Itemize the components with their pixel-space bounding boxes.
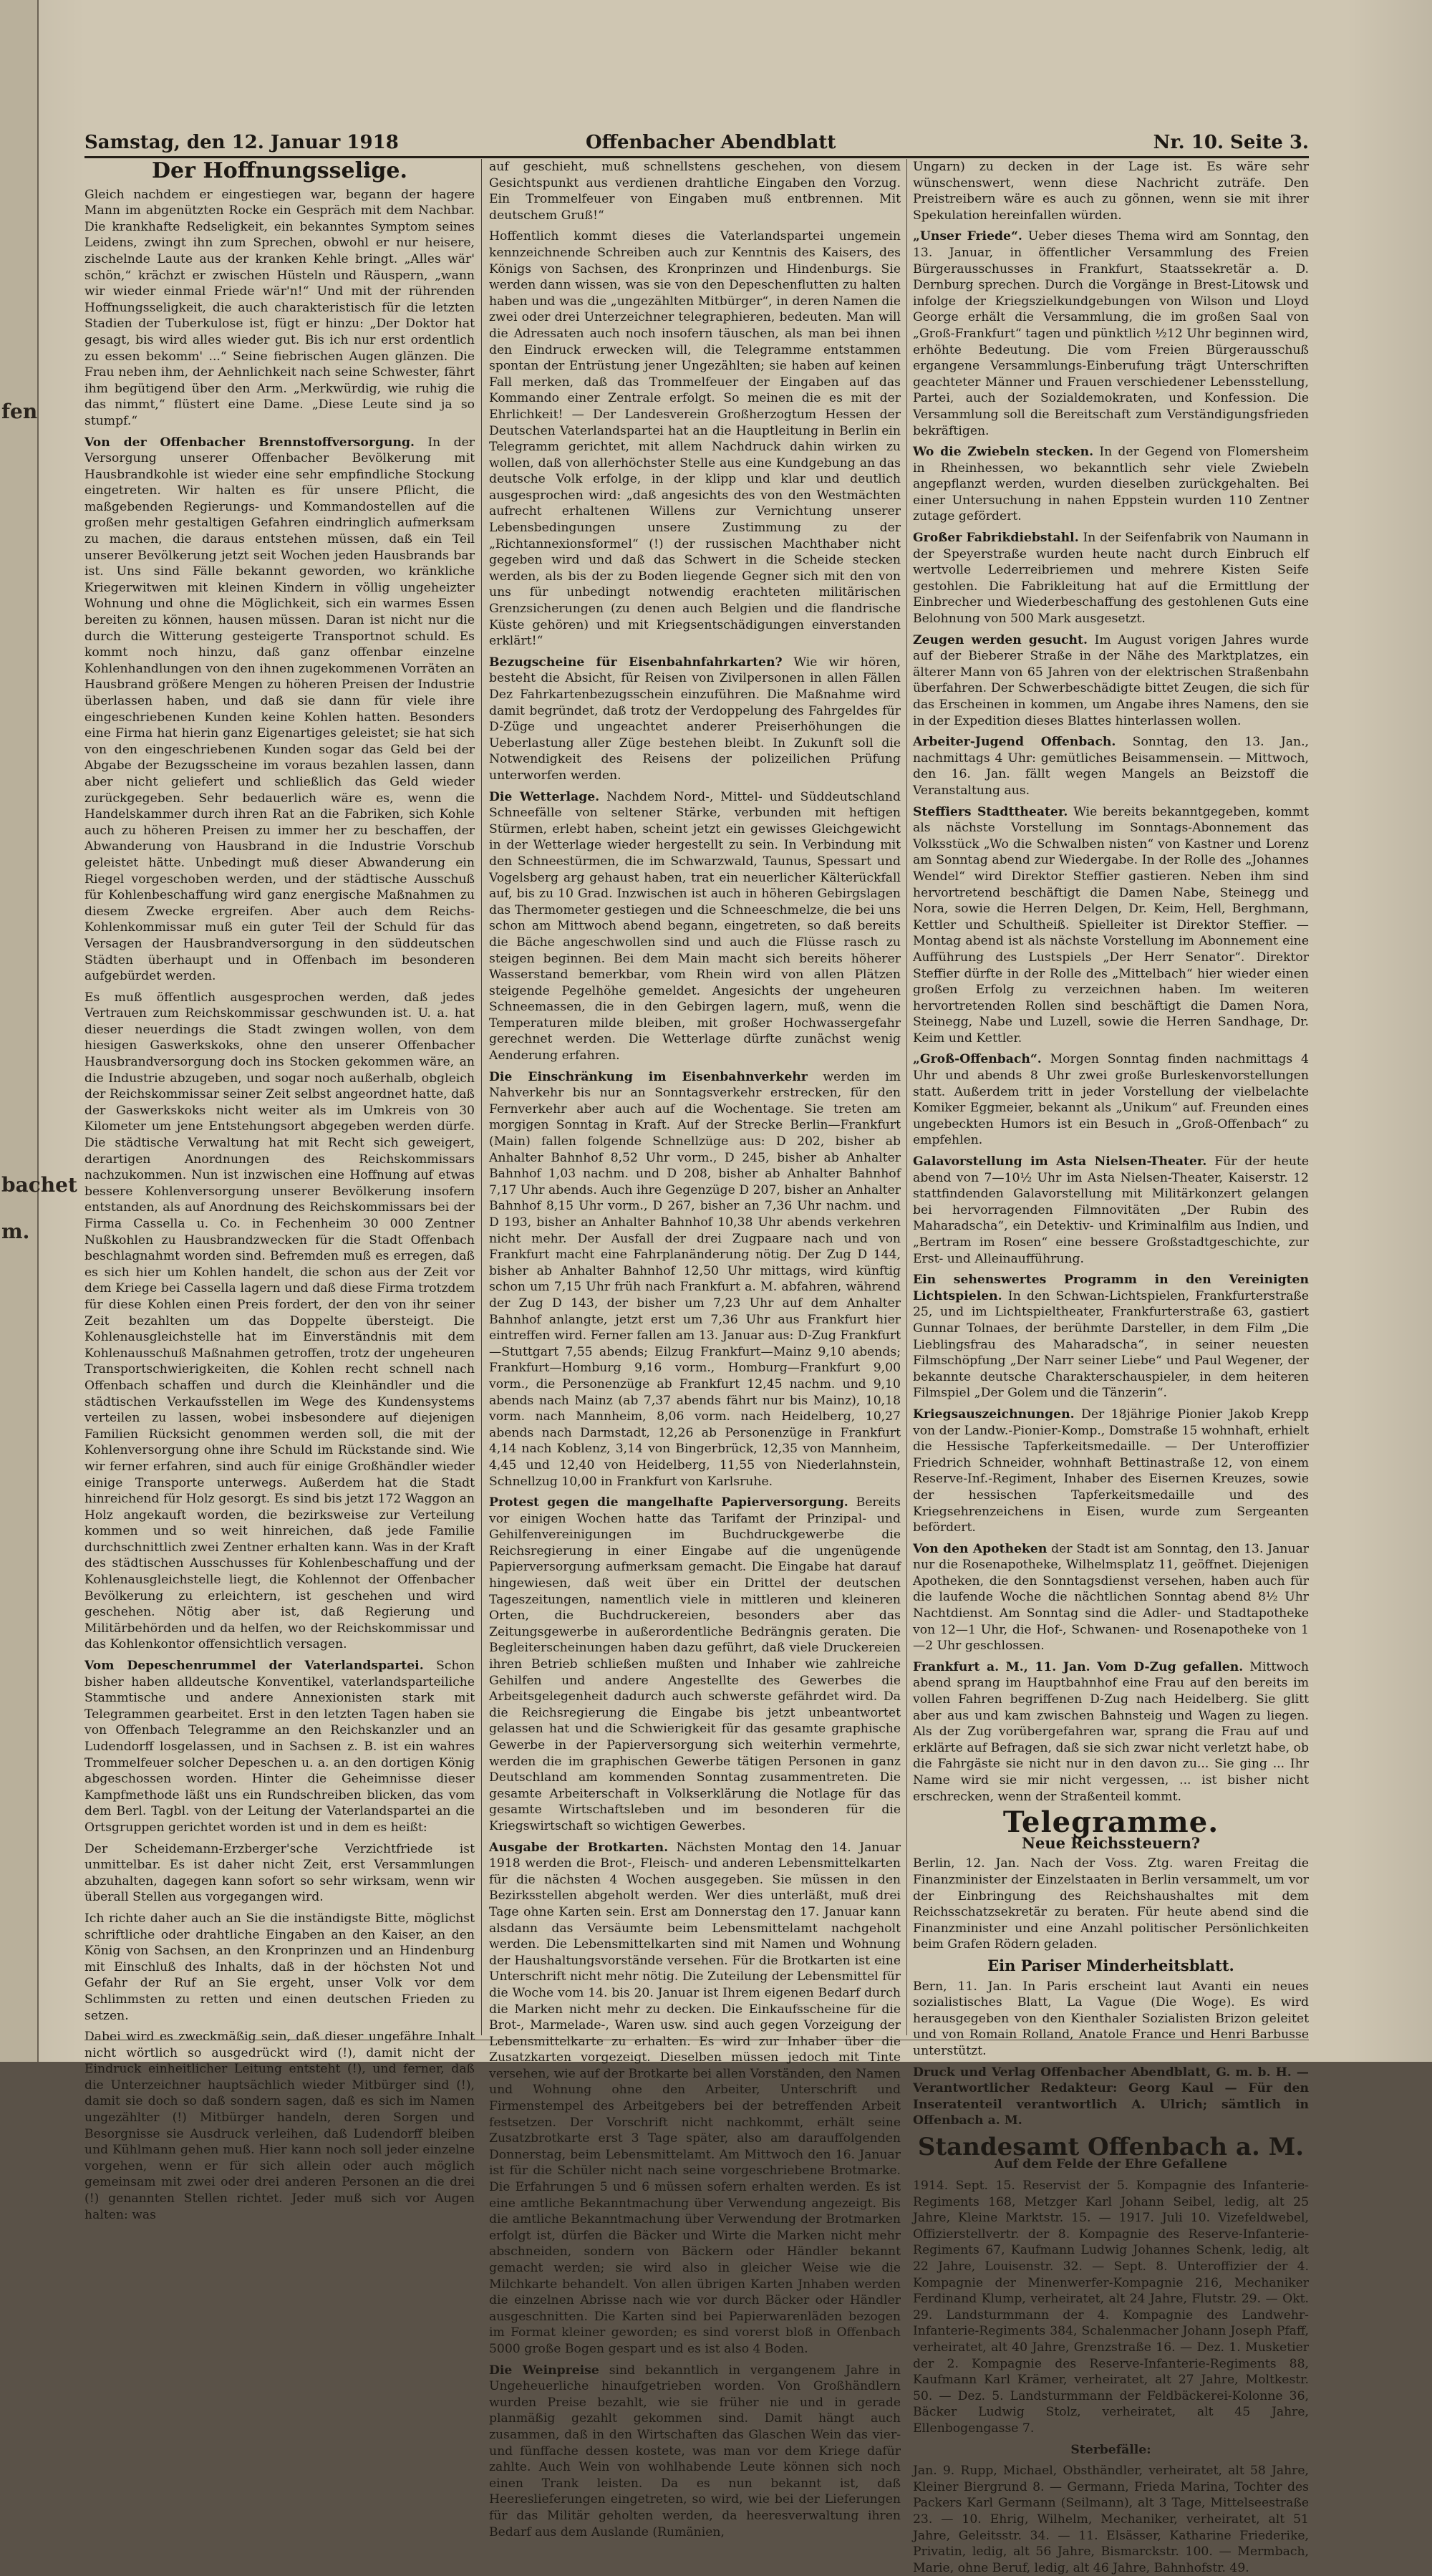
article-headline: Die Weinpreise	[489, 2363, 599, 2378]
standesamt-subtitle: Auf dem Felde der Ehre Gefallene	[994, 2157, 1228, 2172]
standesamt-entries: Jan. 9. Rupp, Michael, Obsthändler, verheiratet, alt 58 Jahre, Kleiner Biergrund 8. — Germann, Frieda Marina, Tochter des Packers Karl Germann (Seilmann), alt 3 Tage, Mittelseestraße 23. — 10. Ehrig, Wilhelm, Mechaniker, verheiratet, alt 51 Jahre, Geleitsstr. 34. — 11. Elsässer, Katharine Friederike, Privatin, ledig, alt 56 Jahre, Bismarckstr. 100. — Mermbach, Marie, ohne Beruf, ledig, alt 46 Jahre, Bahnhofstr. 49.	[913, 2464, 1309, 2575]
article-paragraph: Großer Fabrikdiebstahl. In der Seifenfabrik von Naumann in der Speyerstraße wurden heute nacht durch Einbruch elf wertvolle Lederreibriemen und mehrere Kisten Seife gestohlen. Die Fabrikleitung hat auf die Ermittlung der Einbrecher und Wiederbeschaffung des gestohlenen Guts eine Belohnung von 500 Mark ausgesetzt.	[913, 531, 1310, 627]
article-paragraph: Bezugscheine für Eisenbahnfahrkarten? Wie wir hören, besteht die Absicht, für Reisen von Zivilpersonen in allen Fällen Dez Fahrkartenbezugsschein einzuführen. Die Maßnahme wird damit begründet, daß trotz der Verdoppelung des Fahrgeldes für D-Züge und ungeachtet anderer Preiserhöhungen die Ueberlastung aller Züge bestehen bleibt. In Zukunft soll die Notwendigkeit des Reisens der polizeilichen Prüfung unterworfen werden.	[489, 655, 901, 783]
article-quote: Dabei wird es zweckmäßig sein, daß dieser ungefähre Inhalt nicht wörtlich so ausgedrückt wird (!), damit nicht der Eindruck einheitlicher Leitung entsteht (!), und ferner, daß die Unterzeichner hauptsächlich wieder Mitbürger sind (!), damit sie doch so daß sondern sagen, daß es sich im Namen ungezählter (!) Mitbürger handeln, deren Sorgen und Besorgnisse sie Ausdruck verleihen, daß Ludendorff bleiben und Kühlmann gehen muß. Hier kann noch soll jeder einzelne vorgehen, wenn er für sich allein oder auch möglich gemeinsam mit zwei oder drei anderen Personen an die drei (!) genannten Stellen richtet. Jeder muß sich vor Augen halten: was	[84, 2030, 475, 2222]
header-date: Samstag, den 12. Januar 1918	[84, 132, 399, 153]
article-paragraph: Von der Offenbacher Brennstoffversorgung. In der Versorgung unserer Offenbacher Bevölkerung mit Hausbrandkohle ist wieder eine sehr empfindliche Stockung eingetreten. Wir halten es für unsere Pflicht, die maßgebenden Regierungs- und Kommandostellen auf die großen mehr gestaltigen Gefahren eindringlich aufmerksam zu machen, die daraus entstehen müssen, daß ein Teil unserer Bevölkerung jetzt seit Wochen jeden Hausbrands bar ist. Uns sind Fälle bekannt geworden, wo kränkliche Kriegerwitwen mit kleinen Kindern in völlig ungeheizter Wohnung und ohne die Möglichkeit, sich ein warmes Essen bereiten zu können, hausen müssen. Daran ist nicht nur die durch die Witterung gesteigerte Transportnot schuld. Es kommt noch hinzu, daß ganz offenbar einzelne Kohlenhandlungen von den ihnen zugekommenen Vorräten an Hausbrand größere Mengen zu höheren Preisen der Industrie überlassen haben, und daß sie dann für viele ihre eingeschriebenen Kunden keine Kohlen hatten. Besonders eine Firma hat hierin ganz Eigenartiges geleistet; sie hat sich von den eingeschriebenen Kunden sogar das Geld bei der Abgabe der Bezugsscheine im voraus bezahlen lassen, dann aber nicht geliefert und schließlich das Geld wieder zurückgegeben. Sehr bedauerlich wäre es, wenn die Handelskammer durch ihren Rat an die Fabriken, sich Kohle auch zu höheren Preisen zu immer her zu beschaffen, der Abwanderung von Hausbrand in die Industrie Vorschub geleistet hätte. Unbedingt muß dieser Abwanderung ein Riegel vorgeschoben werden, und der städtische Ausschuß für Kohlenbeschaffung wird ganz energische Maßnahmen zu diesem Zwecke ergreifen. Aber auch dem Reichs-Kohlenkommissar muß ein guter Teil der Schuld für das Versagen der Hausbrandversorgung in den süddeutschen Städten überhaupt und in Offenbach im besonderen aufgebürdet werden.	[84, 435, 475, 984]
article-headline: Bezugscheine für Eisenbahnfahrkarten?	[489, 655, 783, 670]
article-paragraph: Gleich nachdem er eingestiegen war, begann der hagere Mann im abgenützten Rocke ein Gespräch mit dem Nachbar. Die krankhafte Redseligkeit, ein bekanntes Symptom seines Leidens, zwingt ihn zum Sprechen, obwohl er nur heisere, zischelnde Laute aus der kranken Kehle bringt. „Alles wär' schön,“ krächzt er zwischen Hüsteln und Räuspern, „wann wir wieder einmal Friede wär'n!“ Und mit der rührenden Hoffnungsseligkeit, die auch charakteristisch für die letzten Stadien der Tuberkulose ist, fügt er hinzu: „Der Doktor hat gesagt, bis wird alles wieder gut. Bis ich nur erst ordentlich zu essen bekomm' ...“ Seine fiebrischen Augen glänzen. Die Frau neben ihm, der Aehnlichkeit nach seine Schwester, fährt ihm begütigend über den Arm. „Merkwürdig, wie ruhig die das nimmt,“ flüstert eine Dame. „Diese Leute sind ja so stumpf.“	[84, 187, 475, 428]
article-headline: Kriegsauszeichnungen.	[913, 1407, 1075, 1422]
article-headline: „Unser Friede“.	[913, 229, 1022, 244]
article-paragraph: „Unser Friede“. Ueber dieses Thema wird am Sonntag, den 13. Januar, in öffentlicher Versammlung des Freien Bürgerausschusses in Frankfurt, Staatssekretär a. D. Dernburg sprechen. Durch die Vorgänge in Brest-Litowsk und infolge der Kriegszielkundgebungen von Wilson und Lloyd George erhält die Versammlung, die im großen Saal von „Groß-Frankfurt“ tagen und pünktlich ½12 Uhr beginnen wird, erhöhte Bedeutung. Die vom Freien Bürgerausschuß ergangene Versammlungs-Einberufung trägt Unterschriften geachteter Männer und Frauen verschiedener Lebensstellung, Partei, auch der Sozialdemokraten, und Konfession. Die Versammlung soll die Bereitschaft zum Verständigungsfrieden bekräftigen.	[913, 229, 1309, 438]
column-3	[913, 159, 1310, 2575]
article-headline: Ein sehenswertes Programm in den Vereinigten Lichtspielen.	[913, 1273, 1309, 1303]
article-paragraph: Ein sehenswertes Programm in den Vereinigten Lichtspielen. In den Schwan-Lichtspielen, Frankfurterstraße 25, und im Lichtspieltheater, Frankfurterstraße 63, gastiert Gunnar Tolnaes, der berühmte Darsteller, in dem Film „Die Lieblingsfrau des Maharadscha“, in seiner neuesten Filmschöpfung „Der Narr seiner Liebe“ und Paul Wegener, der bekannte deutsche Charakterschauspieler, in dem heiteren Filmspiel „Der Golem und die Tänzerin“.	[913, 1273, 1309, 1401]
standesamt-entries: 1914. Sept. 15. Reservist der 5. Kompagnie des Infanterie-Regiments 168, Metzger Karl Johann Seibel, ledig, alt 25 Jahre, Kleine Marktstr. 15. — 1917. Juli 10. Vizefeldwebel, Offizierstellvertr. der 8. Kompagnie des Reserve-Infanterie-Regiments 67, Kaufmann Ludwig Johannes Schenk, ledig, alt 22 Jahre, Louisenstr. 32. — Sept. 8. Unteroffizier der 4. Kompagnie der Minenwerfer-Kompagnie 216, Mechaniker Ferdinand Klump, verheiratet, alt 24 Jahre, Flutstr. 29. — Okt. 29. Landsturmmann der 4. Kompagnie des Landwehr-Infanterie-Regiments 384, Schalenmacher Johann Joseph Pfaff, verheiratet, alt 40 Jahre, Grenzstraße 16. — Dez. 1. Musketier der 2. Kompagnie des Reserve-Infanterie-Regiments 88, Kaufmann Karl Krämer, verheiratet, alt 27 Jahre, Moltkestr. 50. — Dez. 5. Landsturmmann der Feldbäckerei-Kolonne 36, Bäcker Ludwig Stolz, verheiratet, alt 45 Jahre, Ellenbogengasse 7.	[913, 2179, 1309, 2436]
column-1	[84, 158, 475, 2222]
article-paragraph: Die Weinpreise sind bekanntlich in vergangenem Jahre in Ungeheuerliche hinaufgetrieben worden. Von Großhändlern wurden Preise bezahlt, wie sie früher nie und in gerade planmäßig gezahlt gekommen sind. Damit hängt auch zusammen, daß in den Wirtschaften das Glaschen Wein das vier- und fünffache dessen kostete, was man vor dem Kriege dafür zahlte. Auch Wein von wohlhabende Leute können sich noch einen Trank leisten. Da es nun bekannt ist, daß Heereslieferungen eingetreten, so wird, wie bei der Lieferungen für das Militär geholten werden, da heeresverwaltung ihren Bedarf aus dem Auslande (Rumänien,	[489, 2363, 901, 2539]
article-headline: Die Wetterlage.	[489, 789, 600, 804]
article-headline: Steffiers Stadttheater.	[913, 804, 1068, 819]
article-title: Der Hoffnungsselige.	[152, 158, 407, 183]
article-paragraph: Galavorstellung im Asta Nielsen-Theater. Für der heute abend von 7—10½ Uhr im Asta Nielsen-Theater, Kaiserstr. 12 stattfindenden Galavorstellung mit Militärkonzert gelangen bei hervorragenden Filmnovitäten „Der Rubin des Maharadscha“, ein Detektiv- und Kriminalfilm aus Indien, und „Bertram im Rosen“ eine bessere Großstadtgeschichte, zur Erst- und Alleinaufführung.	[913, 1154, 1310, 1266]
article-headline: Vom Depeschenrummel der Vaterlandspartei.	[84, 1659, 424, 1674]
imprint: Druck und Verlag Offenbacher Abendblatt, G. m. b. H. — Verantwortlicher Redakteur: Georg Kaul — Für den Inseratenteil verantwortlich A. Ulrich; sämtlich in Offenbach a. M.	[913, 2065, 1309, 2128]
header-masthead: Offenbacher Abendblatt	[586, 132, 836, 153]
article-paragraph: auf geschieht, muß schnellstens geschehen, von diesem Gesichtspunkt aus verdienen drahtliche Eingaben den Vorzug. Ein Trommelfeuer von Eingaben muß entbrennen. Mit deutschem Gruß!“	[489, 160, 901, 223]
article-headline: „Groß-Offenbach“.	[913, 1052, 1042, 1067]
strip-fragment: fen	[1, 400, 38, 423]
article-paragraph: Ausgabe der Brotkarten. Nächsten Montag den 14. Januar 1918 werden die Brot-, Fleisch- und anderen Lebensmittelkarten für die nächsten 4 Wochen ausgegeben. Sie müssen in den Bezirksstellen abgeholt werden. Wer dies unterläßt, muß drei Tage ohne Karten sein. Erst am Donnerstag den 17. Januar kann alsdann das Versäumte beim Lebensmittelamt nachgeholt werden. Die Lebensmittelkarten sind mit Namen und Wohnung der Haushaltungsvorstände versehen. Für die Brotkarten ist eine Unterschrift nicht mehr nötig. Die Zuteilung der Lebensmittel für die Woche vom 14. bis 20. Januar ist Ihrem eigenen Bedarf durch die Marken nicht mehr zu decken. Die Einkaufsscheine für die Brot-, Marmelade-, Waren usw. sind auch gegen Vorzeigung der Lebensmittelkarte zu erhalten. Es wird zur Inhaber über die Zusatzkarten vorgezeigt. Dieselben müssen jedoch mit Tinte versehen, wie auf der Brotkarte bei allen Vorständen, den Namen und Wohnung ohne den Arbeiter, Unterschrift und Firmenstempel des Arbeitgebers bei der betreffenden Arbeit festsetzen. Der Vorschrift nicht nachkommt, erhält seine Zusatzbrotkarte erst 3 Tage später, also am darauffolgenden Donnerstag, beim Lebensmittelamt. Am Mittwoch den 16. Januar ist für die Schüler nicht nach seine vorgeschriebene Brotmarke. Die Erfahrungen 5 und 6 müssen sofern erhalten werden. Es ist eine amtliche Bekanntmachung über Verwendung angezeigt. Bis die amtliche Bekanntmachung über Verwendung der Brotmarken erfolgt ist, dürfen die Bäcker und Wirte die Marken nicht mehr abschneiden, sondern von Bäckern oder Händler bekannt gemacht werden; sie wird also in gleicher Weise wie die Milchkarte behandelt. Von allen übrigen Karten Jnhaben werden die einzelnen Abrisse nach wie vor durch Bäcker oder Händler ausgeschnitten. Die Karten sind bei Papierwarenläden bezogen im Format kleiner geworden; es sind vorerst bloß in Offenbach 5000 große Bogen gespart und es ist also 4 Boden.	[489, 1840, 901, 2356]
article-headline: Großer Fabrikdiebstahl.	[913, 531, 1079, 546]
article-headline: Die Einschränkung im Eisenbahnverkehr	[489, 1069, 808, 1084]
article-paragraph: Kriegsauszeichnungen. Der 18jährige Pionier Jakob Krepp von der Landw.-Pionier-Komp., Domstraße 15 wohnhaft, erhielt die Hessische Tapferkeitsmedaille. — Der Unteroffizier Friedrich Schneider, wohnhaft Bettinastraße 12, von einem Reserve-Inf.-Regiment, Inhaber des Eisernen Kreuzes, sowie der hessischen Tapferkeitsmedaille und des Kriegsehrenzeichens in Eisen, wurde zum Sergeanten befördert.	[913, 1407, 1310, 1535]
article-paragraph: Wo die Zwiebeln stecken. In der Gegend von Flomersheim in Rheinhessen, wo bekanntlich sehr viele Zwiebeln angepflanzt werden, wurden dieselben zurückgehalten. Bei einer Untersuchung in nahen Eppstein wurden 110 Zentner zutage gefördert.	[913, 445, 1309, 524]
telegram-paragraph: Berlin, 12. Jan. Nach der Voss. Ztg. waren Freitag die Finanzminister der Einzelstaaten in Berlin versammelt, um vor der Einbringung des Reichshaushaltes mit dem Reichsschatzsekretär zu beraten. Für heute abend sind die Finanzminister und eine Anzahl politischer Persönlichkeiten beim Grafen Rödern geladen.	[913, 1856, 1309, 1952]
telegram-headline: Ein Pariser Minderheitsblatt.	[987, 1956, 1234, 1974]
article-paragraph: Es muß öffentlich ausgesprochen werden, daß jedes Vertrauen zum Reichskommissar geschwunden ist. U. a. hat dieser neuerdings die Stadt zwingen wollen, von dem hiesigen Gaswerkskoks, ohne den unserer Offenbacher Hausbrandversorgung doch ins Stocken gekommen wäre, an die Industrie abzugeben, und sogar noch außerhalb, obgleich der Reichskommissar seiner Zeit selbst angeordnet hatte, daß der Gaswerkskoks nicht weiter als im Umkreis von 30 Kilometer um jene Entstehungsort abgegeben werden dürfe. Die städtische Verwaltung hat mit Recht sich geweigert, derartigen Anordnungen des Reichskommissars nachzukommen. Nun ist inzwischen eine Hoffnung auf etwas bessere Kohlenversorgung unserer Bevölkerung insofern entstanden, als auf Anordnung des Reichskommissars bei der Firma Cassella u. Co. in Fechenheim 30 000 Zentner Nußkohlen zu Hausbrandzwecken für die Stadt Offenbach beschlagnahmt worden sind. Befremden muß es erregen, daß es sich hier um Kohlen handelt, die schon aus der Zeit vor dem Kriege bei Cassella lagern und daß diese Firma trotzdem für diese Kohlen einen Preis fordert, der den von ihr seiner Zeit bezahlten um das Doppelte übersteigt. Die Kohlenausgleichstelle hat im Einverständnis mit dem Kohlenausschuß Maßnahmen getroffen, trotz der ungeheuren Transportschwierigkeiten, die Kohlen recht schnell nach Offenbach schaffen und durch die Kleinhändler und die städtischen Verkaufsstellen im Wege des Kundensystems verteilen zu lassen, wobei insbesondere auf diejenigen Familien Rücksicht genommen werden soll, die mit der Kohlenversorgung ohne ihre Schuld im Rückstande sind. Wie wir ferner erfahren, sind auch für einige Großhändler wieder einige Transporte unterwegs. Außerdem hat die Stadt hinreichend für Holz gesorgt. Es sind bis jetzt 172 Waggon an Holz angekauft worden, die bezirksweise zur Verteilung kommen und so weit hinreichen, daß jede Familie durchschnittlich zwei Zentner erhalten kann. Was in der Kraft des städtischen Ausschusses für Kohlenbeschaffung und der Kohlenausgleichstelle liegt, die Kohlennot der Offenbacher Bevölkerung zu erleichtern, ist geschehen und wird geschehen. Nötig aber ist, daß Regierung und Militärbehörden und da helfen, wo der Reichskommissar und das Kohlenkontor offensichtlich versagen.	[84, 990, 475, 1652]
article-paragraph: Hoffentlich kommt dieses die Vaterlandspartei ungemein kennzeichnende Schreiben auch zur Kenntnis des Kaisers, des Königs von Sachsen, des Kronprinzen und Hindenburgs. Sie werden dann wissen, was sie von den Depeschenflutten zu halten haben und was die „ungezählten Mitbürger“, in deren Namen die zwei oder drei Unterzeichner telegraphieren, bedeuten. Man will die Adressaten auch noch insofern täuschen, als man bei ihnen den Eindruck erwecken will, die Telegramme entstammen spontan der Entrüstung jener Ungezählten; sie haben auf keinen Fall merken, daß das Trommelfeuer der Eingaben auf das Kommando einer Zentrale erfolgt. So meinen die es mit der Ehrlichkeit! — Der Landesverein Großherzogtum Hessen der Deutschen Vaterlandspartei hat an die Hauptleitung in Berlin ein Telegramm gerichtet, mit allem Nachdruck dahin wirken zu wollen, daß von allerhöchster Stelle aus eine Kundgebung an das deutsche Volk erfolge, in der klipp und klar und deutlich ausgesprochen wird: „daß angesichts des von den Westmächten aufrecht erhaltenen Willens zur Vernichtung unserer Lebensbedingungen unsere Zustimmung zu der „Richtannexionsformel“ (!) der russischen Machthaber nicht gegeben wird und daß das Schwert in die Scheide stecken werden, als bis der zu Boden liegende Gegner sich mit den von uns für unbedingt notwendig erachteten militärischen Grenzsicherungen (zu denen auch Belgien und die flandrische Küste gehören) und mit Kriegsentschädigungen einverstanden erklärt!“	[489, 229, 901, 649]
article-headline: Arbeiter-Jugend Offenbach.	[913, 735, 1116, 750]
telegram-paragraph: Bern, 11. Jan. In Paris erscheint laut Avanti ein neues sozialistisches Blatt, La Vague (Die Woge). Es wird herausgegeben von den Kienthaler Sozialisten Brizon geleitet und von Romain Rolland, Anatole France und Henri Barbusse unterstützt.	[913, 1979, 1309, 2058]
standesamt-subtitle: Sterbefälle:	[1070, 2442, 1151, 2457]
article-paragraph: Frankfurt a. M., 11. Jan. Vom D-Zug gefallen. Mittwoch abend sprang im Hauptbahnhof eine Frau auf den bereits im vollen Fahren begriffenen D-Zug nach Heidelberg. Sie glitt aber aus und kam zwischen Bahnsteig und Wagen zu liegen. Als der Zug vorübergefahren war, sprang die Frau auf und erklärte auf Befragen, daß sie sich zwar nicht verletzt habe, ob die Fahrgäste sie nicht nur in den davon zu... Sie ging ... Ihr Name wird sie mir nicht vergessen, ... ist bisher nicht erschrecken, wenn der Straßenteil kommt.	[913, 1659, 1309, 1804]
column-2	[489, 159, 901, 2539]
article-paragraph: Die Wetterlage. Nachdem Nord-, Mittel- und Süddeutschland Schneefälle von seltener Stärke, verbunden mit heftigen Stürmen, erlebt haben, scheint jetzt ein gewisses Gleichgewicht in der Wetterlage wieder hergestellt zu sein. In Verbindung mit den Schneestürmen, die im Schwarzwald, Taunus, Spessart und Vogelsberg arg gehaust haben, trat ein neuerlicher Kälterückfall auf, bis zu 10 Grad. Inzwischen ist auch in höheren Gebirgslagen das Thermometer gestiegen und die Schneeschmelze, die bei uns schon am Mittwoch abend begann, eingetreten, so daß bereits die Bäche angeschwollen sind und auch die Flüsse rasch zu steigen beginnen. Bei dem Main macht sich bereits höherer Wasserstand bemerkbar, vom Rhein wird von allen Plätzen steigende Pegelhöhe gemeldet. Angesichts der ungeheuren Schneemassen, die in den Gebirgen lagern, muß, wenn die Temperaturen milde bleiben, mit großer Hochwassergefahr gerechnet werden. Die Wetterlage dürfte zunächst wenig Aenderung erfahren.	[489, 789, 901, 1063]
article-headline: Galavorstellung im Asta Nielsen-Theater.	[913, 1154, 1207, 1169]
article-headline: Frankfurt a. M., 11. Jan. Vom D-Zug gefallen.	[913, 1659, 1244, 1674]
article-quote: Der Scheidemann-Erzberger'sche Verzichtfriede ist unmittelbar. Es ist daher nicht Zeit, erst Versammlungen abzuhalten, dagegen kann sofort so sehr wirksam, wenn wir überall Stellen aus vorgegangen wird.	[84, 1841, 475, 1905]
column-divider	[481, 159, 482, 2035]
column-divider	[906, 159, 907, 2035]
article-headline: Ausgabe der Brotkarten.	[489, 1840, 669, 1855]
article-paragraph: Von den Apotheken der Stadt ist am Sonntag, den 13. Januar nur die Rosenapotheke, Wilhelmsplatz 11, geöffnet. Diejenigen Apotheken, die den Sonntagsdienst versehen, haben auch für die laufende Woche die nächtlichen Sonntag abend 8½ Uhr Nachtdienst. Am Sonntag sind die Adler- und Stadtapotheke von 12—1 Uhr, die Hof-, Schwanen- und Rosenapotheke von 1—2 Uhr geschlossen.	[913, 1541, 1309, 1654]
article-headline: Von den Apotheken	[913, 1541, 1048, 1556]
article-paragraph: Zeugen werden gesucht. Im August vorigen Jahres wurde auf der Bieberer Straße in der Nähe des Marktplatzes, ein älterer Mann von 65 Jahren von der elektrischen Straßenbahn überfahren. Der Schwerbeschädigte bittet Zeugen, die sich für das Erscheinen in kommen, um Angabe ihres Namens, den sie in der Expedition dieses Blattes hinterlassen wollen.	[913, 632, 1310, 728]
article-headline: Zeugen werden gesucht.	[913, 632, 1088, 647]
article-paragraph: Steffiers Stadttheater. Wie bereits bekanntgegeben, kommt als nächste Vorstellung im Sonntags-Abonnement das Volksstück „Wo die Schwalben nisten“ von Kastner und Lorenz am Sonntag abend zur Wiedergabe. In der Rolle des „Johannes Wendel“ wird Direktor Steffier gastieren. Neben ihm sind hervortretend beschäftigt die Damen Nabe, Steinegg und Nora, sowie die Herren Delgen, Dr. Keim, Hell, Berghmann, Kettler und Schultheiß. Spielleiter ist Direktor Steffier. — Montag abend ist als nächste Vorstellung im Abonnement eine Aufführung des Lustspiels „Der Herr Senator“. Direktor Steffier dürfte in der Rolle des „Mittelbach“ hier wieder einen großen Erfolg zu verzeichnen haben. Im weiteren hervortretenden Rollen sind beschäftigt die Damen Nora, Steinegg, Nabe und Luzell, sowie die Herren Sandhage, Dr. Keim und Kettler.	[913, 804, 1309, 1046]
article-headline: Protest gegen die mangelhafte Papierversorgung.	[489, 1495, 848, 1510]
article-quote: Ich richte daher auch an Sie die inständigste Bitte, möglichst schriftliche oder drahtliche Eingaben an den Kaiser, an den König von Sachsen, an den Kronprinzen und an Hindenburg mit Einschluß des Inhalts, daß in der höchsten Not und Gefahr der Ruf an Sie ergeht, unser Volk vor dem Schlimmsten zu retten und einen deutschen Frieden zu setzen.	[84, 1911, 475, 2023]
article-headline: Von der Offenbacher Brennstoffversorgung.	[84, 435, 415, 450]
strip-fragment: m.	[1, 1220, 30, 1243]
strip-fragment: bachet	[1, 1173, 77, 1197]
article-paragraph: „Groß-Offenbach“. Morgen Sonntag finden nachmittags 4 Uhr und abends 8 Uhr zwei große Burleskenvorstellungen statt. Außerdem tritt in jeder Vorstellung der vielbelachte Komiker Eggmeier, bekannt als „Unikum“ auf. Freunden eines ungebeckten Humors ist ein Besuch in „Groß-Offenbach“ zu empfehlen.	[913, 1052, 1309, 1148]
header-page-number: Nr. 10. Seite 3.	[1153, 132, 1309, 153]
section-title-telegramme: Telegramme.	[1002, 1805, 1219, 1840]
article-paragraph: Protest gegen die mangelhafte Papierversorgung. Bereits vor einigen Wochen hatte das Tarifamt der Prinzipal- und Gehilfenvereinigungen im Buchdruckgewerbe die Reichsregierung in einer Eingabe auf die ungenügende Papierversorgung aufmerksam gemacht. Die Eingabe hat darauf hingewiesen, daß weit über ein Drittel der deutschen Tageszeitungen, namentlich viele in mittleren und kleineren Orten, die Buchdruckereien, besonders aber das Zeitungsgewerbe in außerordentliche Bedrängnis geraten. Die Begleiterscheinungen haben dazu geführt, daß viele Druckereien ihren Betrieb schließen mußten und Inhaber wie zahlreiche Gehilfen und andere Angestellte des Gewerbes die Arbeitsgelegenheit dadurch auch schwerste gefährdet wird. Da die Reichsregierung die Eingabe bis jetzt unbeantwortet gelassen hat und die Schwierigkeit für das gesamte graphische Gewerbe in der Papierversorgung sich weiterhin vermehrte, werden die im graphischen Gewerbe tätigen Personen in ganz Deutschland am kommenden Sonntag zusammentreten. Die gesamte Arbeiterschaft in Volkserklärung die Notlage für das gesamte Wirtschaftsleben und im besonderen für die Kriegswirtschaft so wichtigen Gewerbes.	[489, 1495, 901, 1833]
article-headline: Wo die Zwiebeln stecken.	[913, 445, 1094, 460]
article-paragraph: Arbeiter-Jugend Offenbach. Sonntag, den 13. Jan., nachmittags 4 Uhr: gemütliches Beisammensein. — Mittwoch, den 16. Jan. fällt wegen Mangels an Beizstoff die Veranstaltung aus.	[913, 735, 1309, 798]
article-paragraph: Die Einschränkung im Eisenbahnverkehr werden im Nahverkehr bis nur an Sonntagsverkehr erstrecken, für den Fernverkehr aber auch auf die Wochentage. Sie treten am morgigen Sonntag in Kraft. Auf der Strecke Berlin—Frankfurt (Main) fallen folgende Schnellzüge aus: D 202, bisher ab Anhalter Bahnhof 8,52 Uhr vorm., D 245, bisher ab Anhalter Bahnhof 1,03 nachm. und D 208, bisher ab Anhalter Bahnhof 7,17 Uhr abends. Auch ihre Gegenzüge D 207, bisher an Anhalter Bahnhof 8,15 Uhr vorm., D 267, bisher an 7,36 Uhr nachm. und D 193, bisher an Anhalter Bahnhof 10,38 Uhr abends verkehren nicht mehr. Der Ausfall der drei Zugpaare nach und von Frankfurt macht eine Fahrplanänderung nötig. Der Zug D 144, bisher ab Anhalter Bahnhof 12,50 Uhr mittags, wird künftig schon um 7,15 Uhr früh nach Frankfurt a. M. abfahren, während der Zug D 143, der bisher um 7,23 Uhr auf dem Anhalter Bahnhof anlangte, jetzt erst um 7,36 Uhr aus Frankfurt hier eintreffen wird. Ferner fallen am 13. Januar aus: D-Zug Frankfurt—Stuttgart 7,55 abends; Eilzug Frankfurt—Mainz 9,10 abends; Frankfurt—Homburg 9,16 vorm., Homburg—Frankfurt 9,00 vorm., die Personenzüge ab Frankfurt 12,45 nachm. und 9,10 abends nach Mainz (ab 7,37 abends fährt nur bis Mainz), 10,18 vorm. nach Mannheim, 8,06 vorm. nach Heidelberg, 10,27 abends nach Darmstadt, 12,26 ab Personenzüge in Frankfurt 4,14 nach Koblenz, 3,14 von Bingerbrück, 12,35 von Mannheim, 4,45 und 12,40 von Heidelberg, 11,55 von Niederlahnstein, Schnellzug 10,00 in Frankfurt von Karlsruhe.	[489, 1069, 901, 1489]
adjacent-page-strip	[0, 0, 77, 2062]
article-paragraph: Vom Depeschenrummel der Vaterlandspartei. Schon bisher haben alldeutsche Konventikel, vaterlandsparteiliche Stammtische und andere Annexionisten stark mit Telegrammen gearbeitet. Erst in den letzten Tagen haben sie von Offenbach Telegramme an den Reichskanzler und an Ludendorff losgelassen, und in Sachsen z. B. ist ein wahres Trommelfeuer solcher Depeschen u. a. an den dortigen König abgeschossen worden. Hinter die Geheimnisse dieser Kampfmethode läßt uns ein Rundschreiben blicken, das vom dem Berl. Tagbl. von der Leitung der Vaterlandspartei an die Ortsgruppen gerichtet worden ist und in dem es heißt:	[84, 1659, 475, 1835]
telegram-headline: Neue Reichssteuern?	[1021, 1833, 1201, 1852]
section-title-standesamt: Standesamt Offenbach a. M.	[917, 2132, 1305, 2161]
article-paragraph: Ungarn) zu decken in der Lage ist. Es wäre sehr wünschenswert, wenn diese Nachricht zuträfe. Den Preistreibern wäre es auch zu gönnen, wenn sie mit ihrer Spekulation hereinfallen würden.	[913, 160, 1309, 223]
